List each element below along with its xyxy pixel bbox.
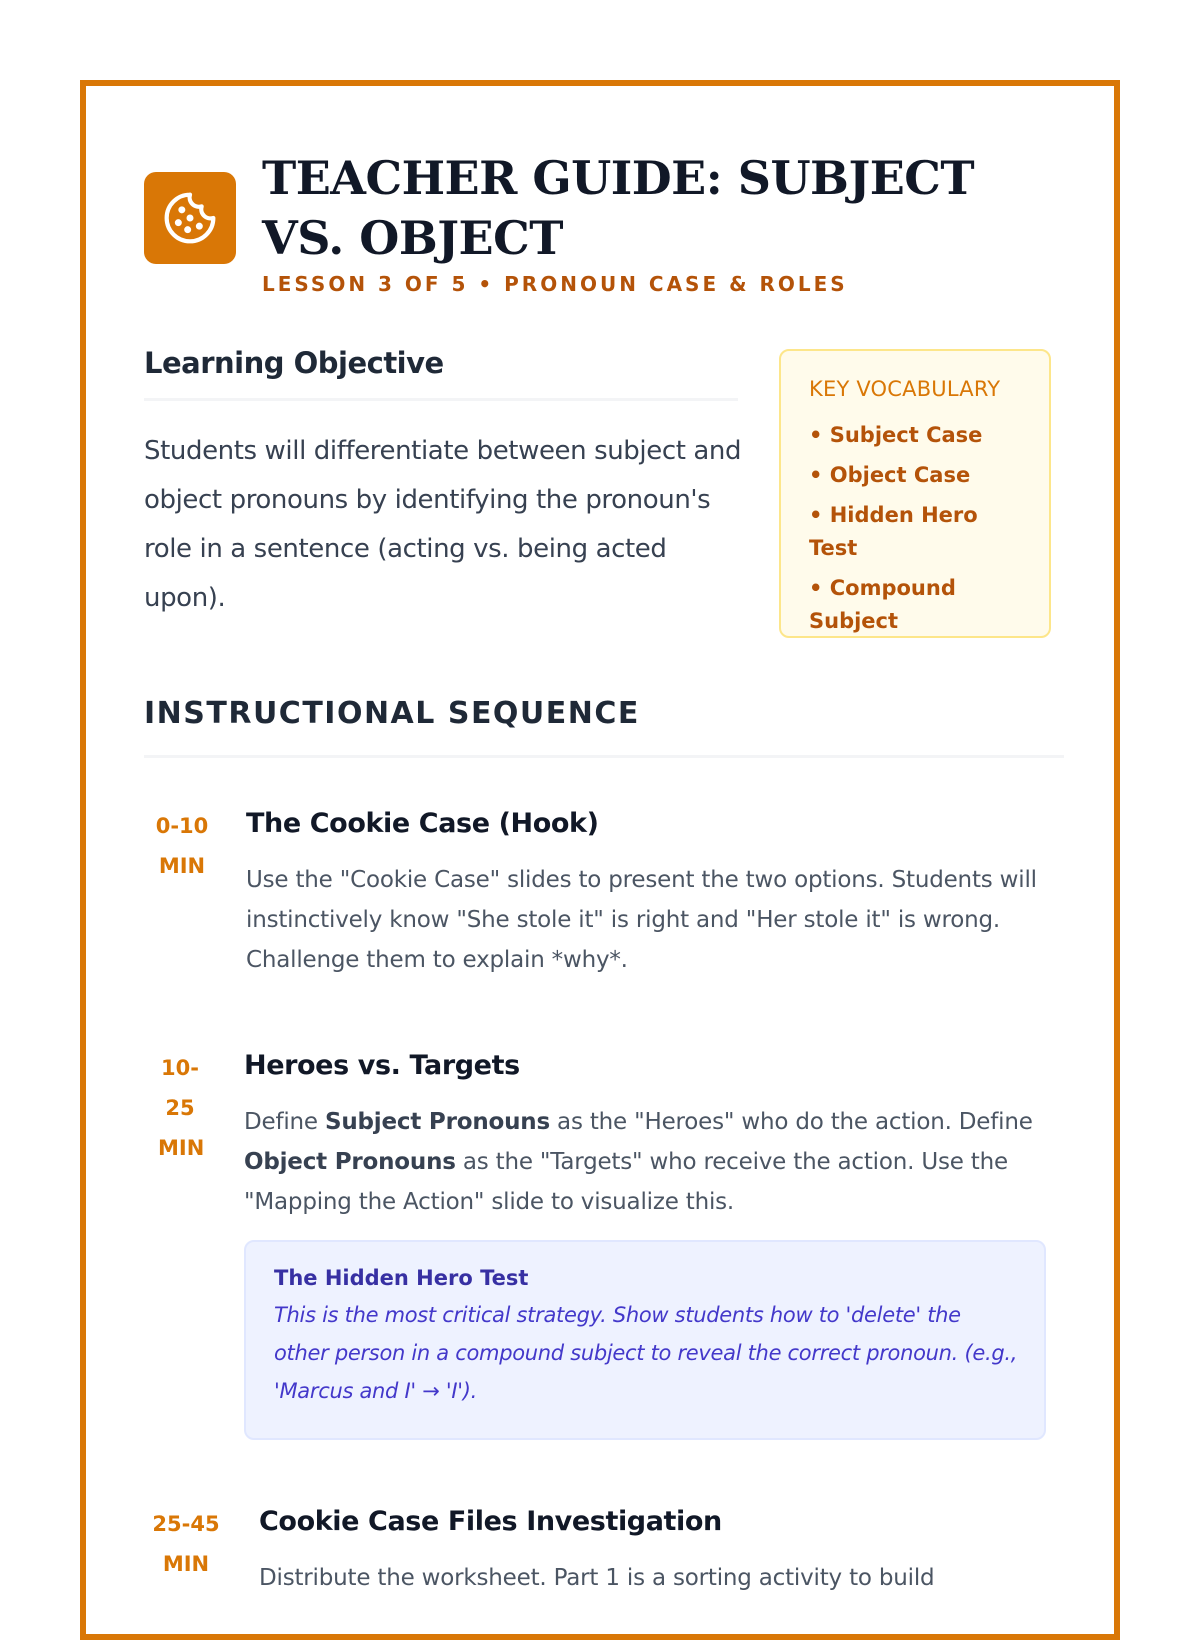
callout-title: The Hidden Hero Test — [274, 1266, 529, 1290]
step-body — [244, 1048, 1050, 1440]
callout-text: This is the most critical strategy. Show students how to 'delete' the other person in a compound subject to reveal the correct pronoun. (e.g., 'Marcus and I' → 'I'). — [274, 1303, 1018, 1403]
step-title: Heroes vs. Targets — [244, 1050, 520, 1081]
desc-text: as the "Heroes" who do the action. Define — [549, 1109, 1033, 1135]
desc-text: Define — [244, 1109, 325, 1135]
page-title: TEACHER GUIDE: SUBJECT VS. OBJECT — [262, 151, 975, 265]
term-object-pronouns: Object Pronouns — [244, 1149, 456, 1175]
step-description — [244, 1102, 1050, 1222]
step-time — [144, 806, 224, 886]
step-description: Use the "Cookie Case" slides to present the two options. Students will instinctively know "She stole it" is right and "Her stole it" is wrong. Challenge them to explain *why*. — [246, 867, 1037, 973]
vocabulary-item: • Hidden Hero Test — [809, 499, 1023, 565]
vocabulary-list — [809, 419, 1023, 638]
step-description: Distribute the worksheet. Part 1 is a sorting activity to build — [259, 1565, 935, 1591]
step-time — [144, 1504, 234, 1584]
desc-text: as the "Targets" who receive the action. Use the "Mapping the Action" slide to visualize this. — [244, 1149, 1008, 1215]
vocabulary-title: KEY VOCABULARY — [809, 377, 1001, 401]
step-body — [259, 1504, 1049, 1598]
cookie-icon — [162, 190, 218, 246]
sequence-heading: INSTRUCTIONAL SEQUENCE — [144, 696, 1064, 758]
objective-heading: Learning Objective — [144, 346, 738, 401]
guide-card — [80, 80, 1120, 1640]
vocabulary-item: • Compound Subject — [809, 572, 1023, 638]
key-vocabulary-box — [779, 349, 1051, 638]
step-title: Cookie Case Files Investigation — [259, 1506, 722, 1537]
term-subject-pronouns: Subject Pronouns — [325, 1109, 550, 1135]
step-body — [246, 806, 1046, 980]
hidden-hero-callout — [244, 1240, 1046, 1440]
objective-text: Students will differentiate between subject and object pronouns by identifying the pronoun's role in a sentence (acting vs. being acted upon). — [144, 436, 742, 613]
step-time-label: 0-10 MIN — [155, 814, 209, 878]
logo-badge — [144, 172, 236, 264]
lesson-subtitle: LESSON 3 OF 5 • PRONOUN CASE & ROLES — [262, 272, 848, 296]
step-title: The Cookie Case (Hook) — [246, 808, 599, 839]
vocabulary-item: • Subject Case — [809, 419, 1023, 452]
vocabulary-item: • Object Case — [809, 459, 1023, 492]
step-time-label: 10-25 MIN — [158, 1056, 205, 1160]
step-time-label: 25-45 MIN — [152, 1512, 220, 1576]
step-time — [144, 1048, 224, 1168]
learning-objective-section — [144, 346, 744, 623]
